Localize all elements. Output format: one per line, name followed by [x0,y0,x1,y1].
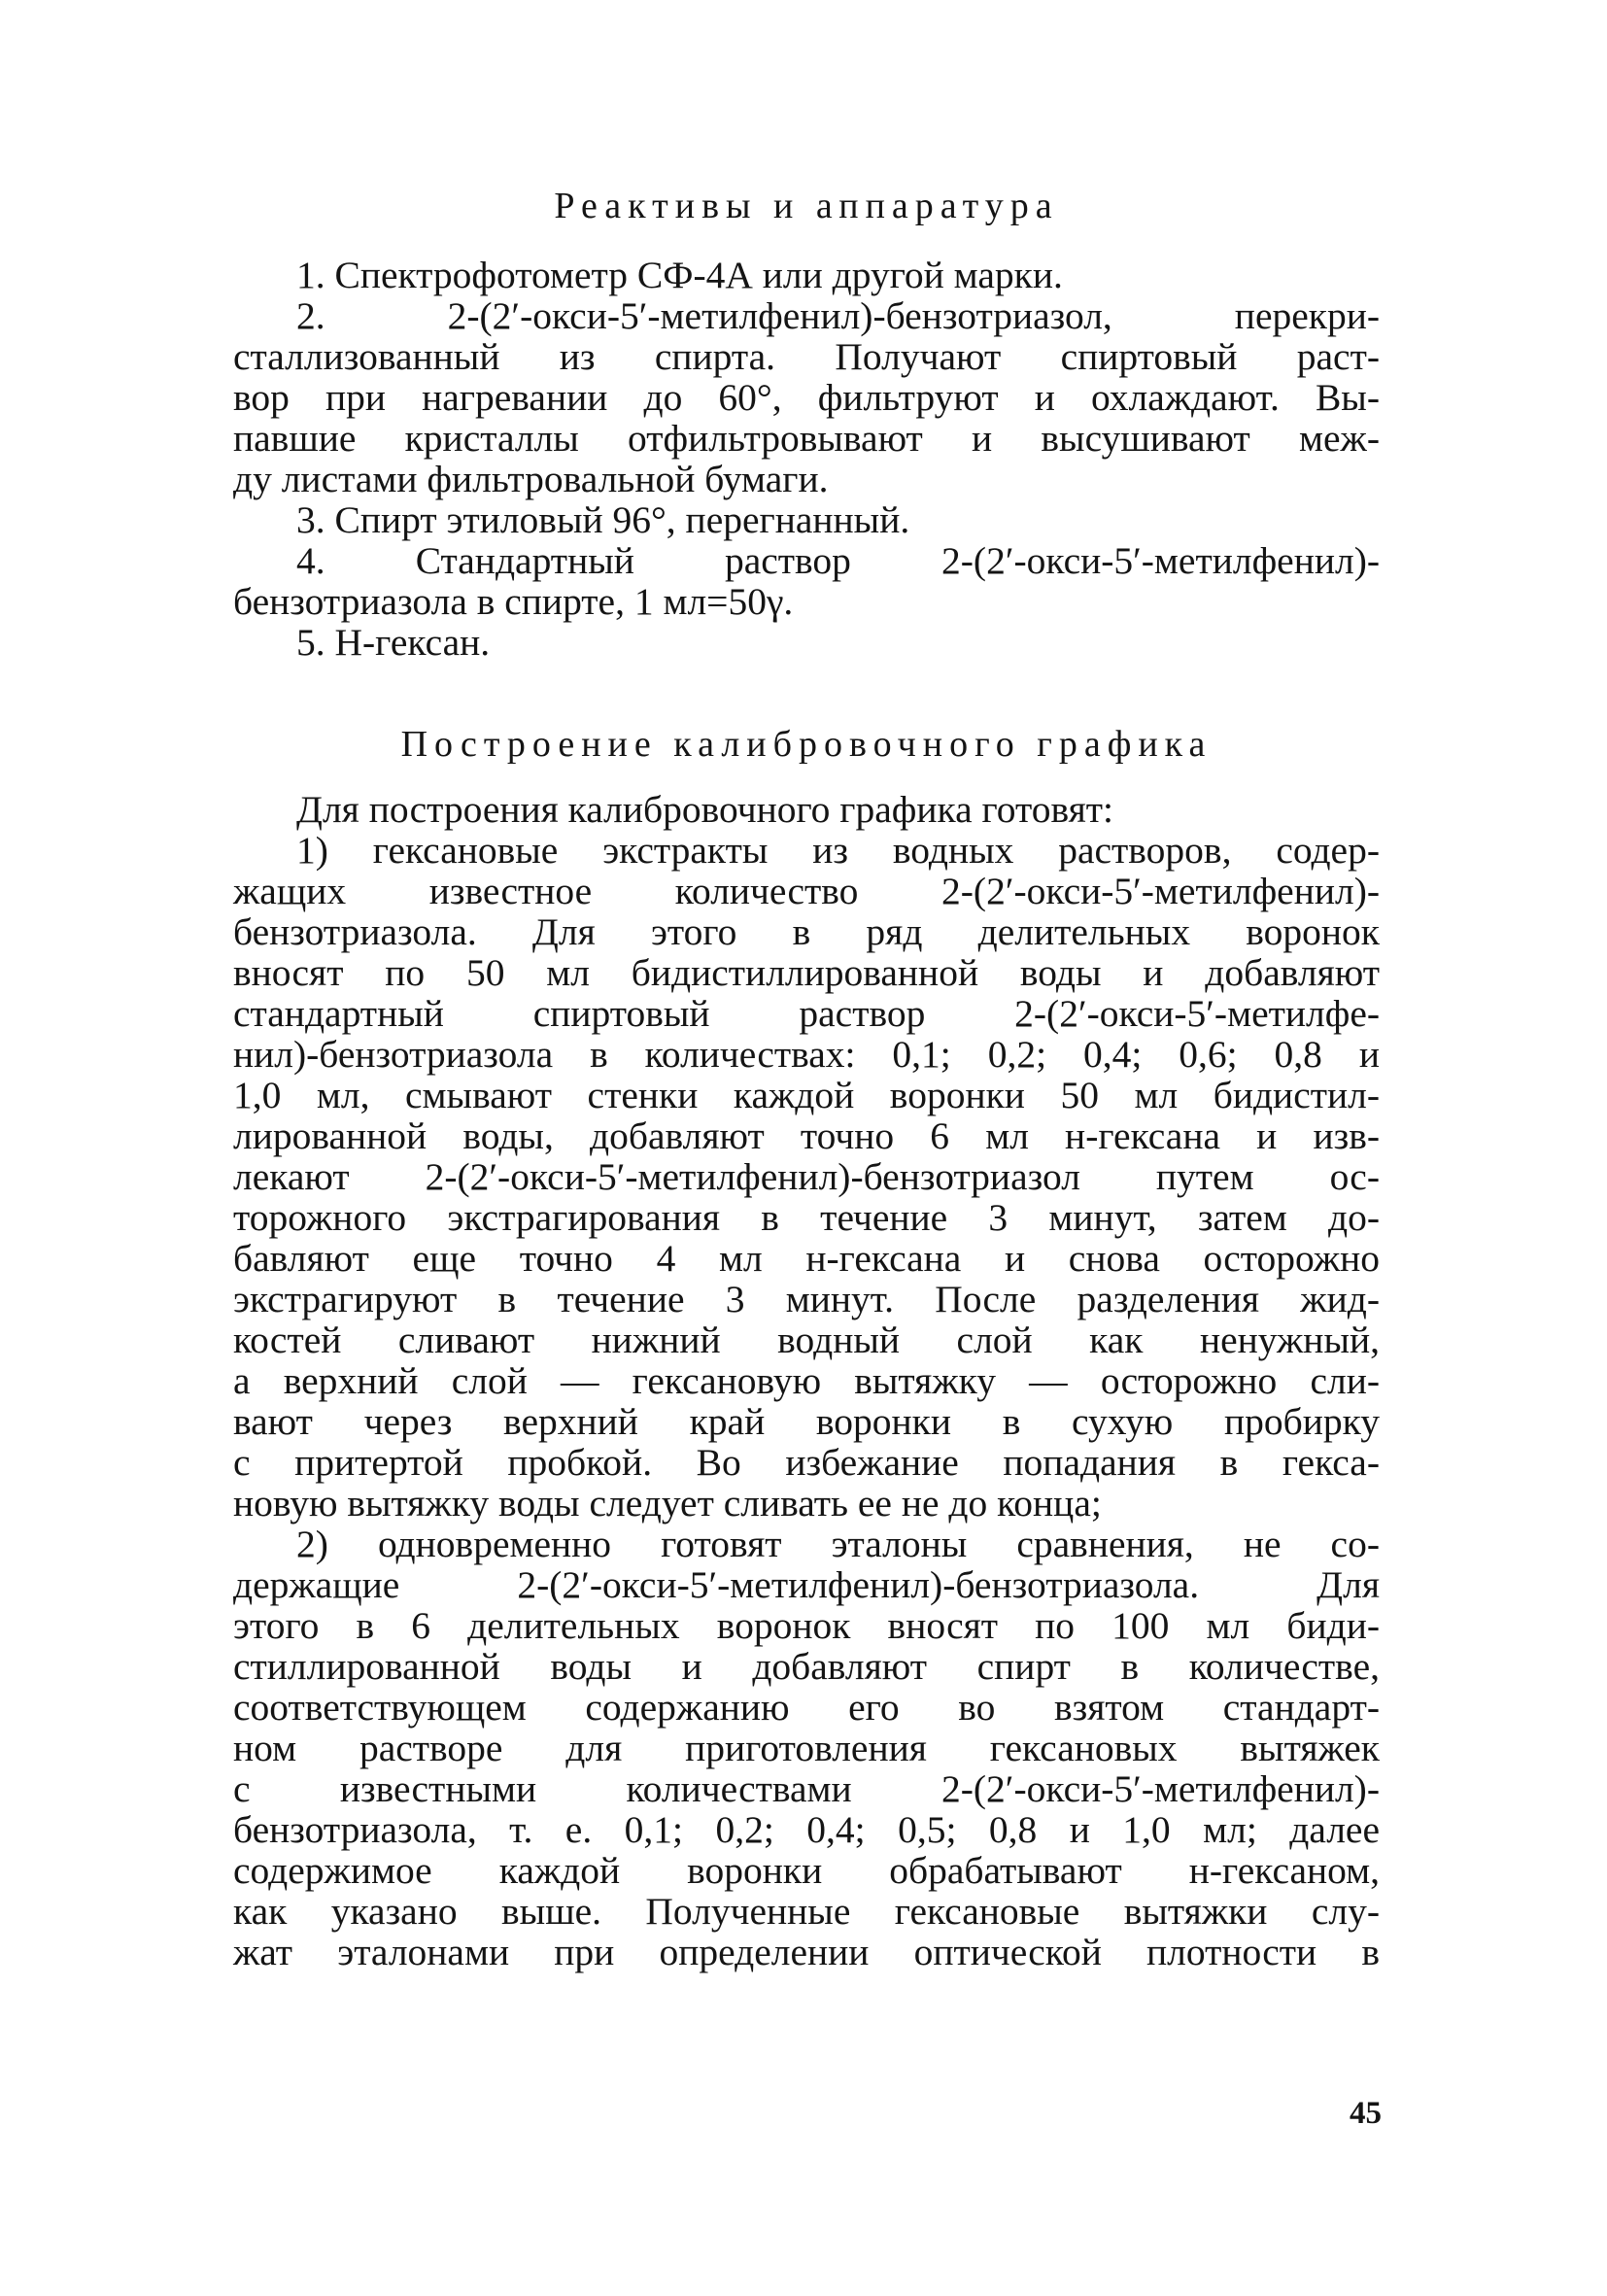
text-line: бензотриазола. Для этого в ряд делительных воронок [233,910,1380,953]
text-line: вор при нагревании до 60°, фильтруют и охлаждают. Вы- [233,376,1380,419]
text-line: 1. Спектрофотометр СФ-4А или другой марки. [296,254,1063,296]
text-line: нил)-бензотриазола в количествах: 0,1; 0,2; 0,4; 0,6; 0,8 и [233,1033,1380,1076]
text-line: лированной воды, добавляют точно 6 мл н-гексана и изв- [233,1114,1380,1157]
text-line: экстрагируют в течение 3 минут. После разделения жид- [233,1278,1380,1320]
text-line: этого в 6 делительных воронок вносят по 100 мл биди- [233,1604,1380,1647]
text-line: 1,0 мл, смывают стенки каждой воронки 50 мл бидистил- [233,1074,1380,1116]
text-line: как указано выше. Полученные гексановые вытяжки слу- [233,1890,1380,1933]
text-line: вают через верхний край воронки в сухую пробирку [233,1400,1380,1443]
text-line: бензотриазола в спирте, 1 мл=50γ. [233,580,794,623]
text-line: содержимое каждой воронки обрабатывают н-гексаном, [233,1849,1380,1892]
text-line: с известными количествами 2-(2′-окси-5′-метилфенил)- [233,1767,1380,1810]
text-line: с притертой пробкой. Во избежание попадания в гекса- [233,1441,1380,1484]
text-line: 4. Стандартный раствор 2-(2′-окси-5′-метилфенил)- [296,539,1380,582]
text-line: ном растворе для приготовления гексановых вытяжек [233,1727,1380,1769]
section-heading-reagents: Реактивы и аппаратура [554,186,1059,226]
text-line: Для построения калибровочного графика готовят: [296,788,1113,831]
text-line: новую вытяжку воды следует сливать ее не до конца; [233,1482,1102,1525]
text-line: ду листами фильтровальной бумаги. [233,458,829,500]
text-line: 2. 2-(2′-окси-5′-метилфенил)-бензотриазол, перекри- [296,294,1380,337]
text-line: лекают 2-(2′-окси-5′-метилфенил)-бензотриазол путем ос- [233,1155,1380,1198]
page-number: 45 [1350,2096,1382,2131]
text-line: торожного экстрагирования в течение 3 минут, затем до- [233,1196,1380,1239]
text-line: костей сливают нижний водный слой как ненужный, [233,1319,1380,1361]
text-line: вносят по 50 мл бидистиллированной воды и добавляют [233,951,1380,994]
section-heading-calibration: Построение калибровочного графика [400,724,1213,765]
text-line: павшие кристаллы отфильтровывают и высушивают меж- [233,417,1380,460]
text-line: жат эталонами при определении оптической плотности в [233,1931,1380,1973]
text-line: а верхний слой — гексановую вытяжку — осторожно сли- [233,1359,1380,1402]
text-line: жащих известное количество 2-(2′-окси-5′-метилфенил)- [233,870,1380,912]
text-line: 5. Н-гексан. [296,621,491,664]
text-line: бензотриазола, т. е. 0,1; 0,2; 0,4; 0,5; 0,8 и 1,0 мл; далее [233,1808,1380,1851]
text-line: 2) одновременно готовят эталоны сравнения, не со- [296,1523,1380,1565]
text-line: стандартный спиртовый раствор 2-(2′-окси-5′-метилфе- [233,992,1380,1035]
text-line: держащие 2-(2′-окси-5′-метилфенил)-бензотриазола. Для [233,1563,1380,1606]
text-line: стиллированной воды и добавляют спирт в количестве, [233,1645,1380,1688]
text-line: сталлизованный из спирта. Получают спиртовый раст- [233,335,1380,378]
text-line: соответствующем содержанию его во взятом стандарт- [233,1686,1380,1729]
text-line: 1) гексановые экстракты из водных растворов, содер- [296,829,1380,872]
text-line: бавляют еще точно 4 мл н-гексана и снова осторожно [233,1237,1380,1280]
text-line: 3. Спирт этиловый 96°, перегнанный. [296,498,910,541]
